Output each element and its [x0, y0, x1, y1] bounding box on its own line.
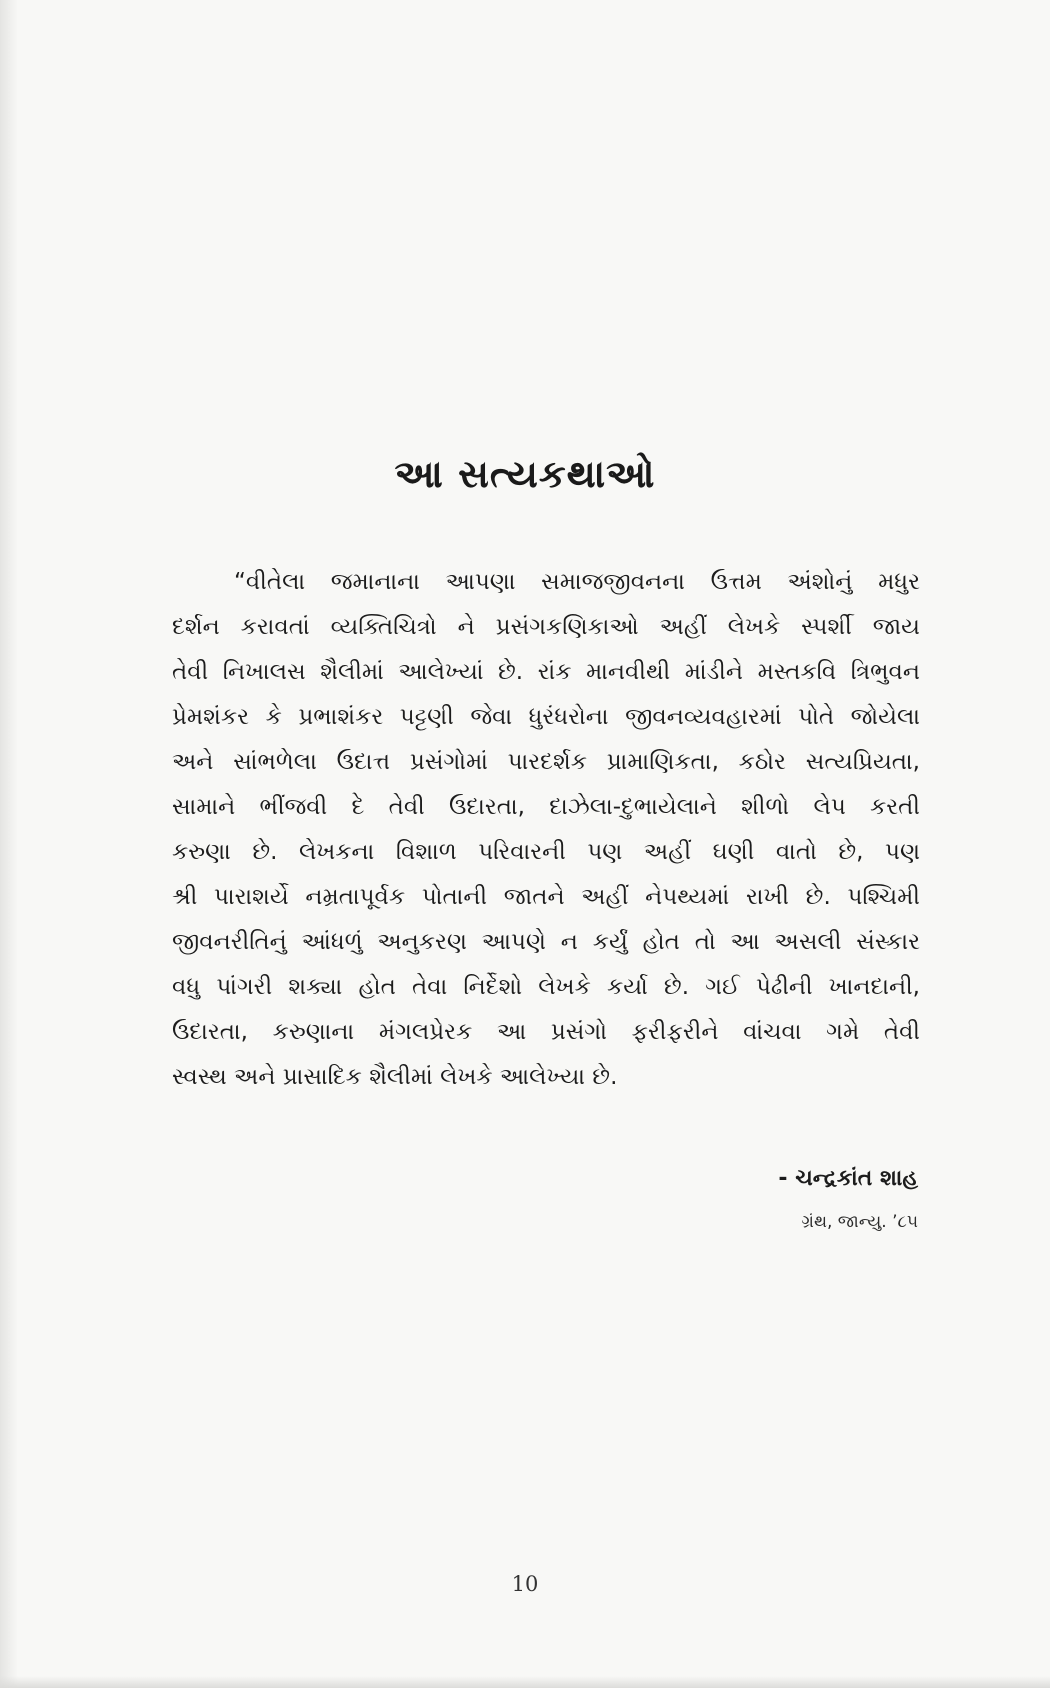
- body-line: વધુ પાંગરી શક્યા હોત તેવા નિર્દેશો લેખકે કર્યા છે. ગઈ પેઢીની ખાનદાની,: [172, 974, 920, 1000]
- body-line: જીવનરીતિનું આંધળું અનુકરણ આપણે ન કર્યું હોત તો આ અસલી સંસ્કાર: [172, 929, 920, 955]
- body-line: ઉદારતા, કરુણાના મંગલપ્રેરક આ પ્રસંગો ફરીફરીને વાંચવા ગમે તેવી: [172, 1019, 920, 1045]
- body-line: શ્રી પારાશર્યે નમ્રતાપૂર્વક પોતાની જાતને અહીં નેપથ્યમાં રાખી છે. પશ્ચિમી: [172, 884, 920, 910]
- page-number: 10: [511, 1572, 539, 1596]
- chapter-title: આ સત્યકથાઓ: [394, 452, 656, 496]
- page-edge-shadow: [0, 0, 18, 1688]
- source-citation: ગ્રંથ, જાન્યુ. ’૮૫: [801, 1212, 918, 1232]
- page-bottom-shadow: [0, 1676, 1050, 1688]
- body-line: કરુણા છે. લેખકના વિશાળ પરિવારની પણ અહીં ઘણી વાતો છે, પણ: [172, 839, 920, 865]
- body-line: સામાને ભીંજવી દે તેવી ઉદારતા, દાઝેલા-દુભાયેલાને શીળો લેપ કરતી: [172, 794, 920, 820]
- body-line: તેવી નિખાલસ શૈલીમાં આલેખ્યાં છે. રાંક માનવીથી માંડીને મસ્તકવિ ત્રિભુવન: [172, 659, 920, 685]
- body-line: અને સાંભળેલા ઉદાત્ત પ્રસંગોમાં પારદર્શક પ્રામાણિકતા, કઠોર સત્યપ્રિયતા,: [172, 749, 920, 775]
- author-signature: - ચન્દ્રકાંત શાહ: [778, 1166, 918, 1191]
- body-line: સ્વસ્થ અને પ્રાસાદિક શૈલીમાં લેખકે આલેખ્યા છે.: [172, 1064, 618, 1090]
- body-line: દર્શન કરાવતાં વ્યક્તિચિત્રો ને પ્રસંગકણિકાઓ અહીં લેખકે સ્પર્શી જાય: [172, 614, 920, 640]
- body-paragraph: [172, 560, 920, 1100]
- body-line: પ્રેમશંકર કે પ્રભાશંકર પટ્ટણી જેવા ધુરંધરોના જીવનવ્યવહારમાં પોતે જોયેલા: [172, 704, 920, 730]
- body-line: “વીતેલા જમાનાના આપણા સમાજજીવનના ઉત્તમ અંશોનું મધુર: [234, 569, 920, 595]
